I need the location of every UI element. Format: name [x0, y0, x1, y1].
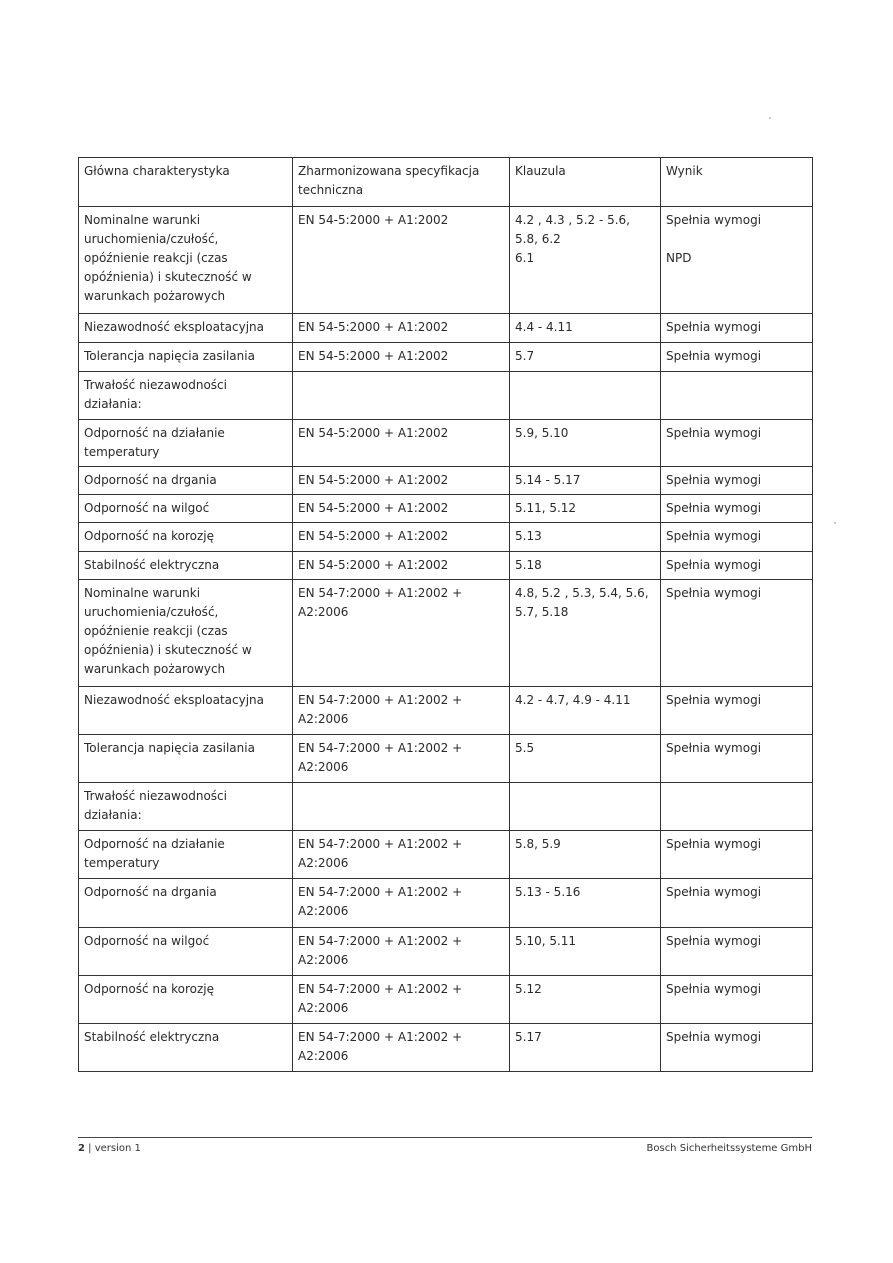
characteristic-cell: Tolerancja napięcia zasilania [79, 735, 293, 783]
spec-cell: EN 54-7:2000 + A1:2002 + A2:2006 [293, 580, 510, 687]
result-line: Spełnia wymogi [666, 213, 762, 227]
characteristic-cell: Odporność na wilgoć [79, 495, 293, 523]
table-row [79, 783, 813, 831]
result-cell: Spełnia wymogi [661, 879, 813, 928]
result-cell: Spełnia wymogi [661, 831, 813, 879]
clause-line: 4.2 , 4.3 , 5.2 - 5.6, 5.8, 6.2 [515, 213, 630, 246]
footer-page-info [78, 1143, 141, 1154]
characteristics-table [78, 157, 813, 1072]
spec-cell: EN 54-7:2000 + A1:2002 + A2:2006 [293, 976, 510, 1024]
result-line: NPD [666, 251, 692, 265]
table-row [79, 976, 813, 1024]
characteristic-cell: Stabilność elektryczna [79, 1024, 293, 1072]
spec-cell: EN 54-5:2000 + A1:2002 [293, 420, 510, 467]
company-name: Bosch Sicherheitssysteme GmbH [646, 1143, 812, 1154]
result-cell [661, 783, 813, 831]
spec-cell: EN 54-5:2000 + A1:2002 [293, 314, 510, 343]
clause-cell [510, 207, 661, 314]
characteristic-cell: Odporność na drgania [79, 879, 293, 928]
spec-cell: EN 54-7:2000 + A1:2002 + A2:2006 [293, 735, 510, 783]
scan-speck [769, 117, 771, 119]
table-row [79, 343, 813, 372]
clause-cell: 4.2 - 4.7, 4.9 - 4.11 [510, 687, 661, 735]
spec-cell: EN 54-5:2000 + A1:2002 [293, 495, 510, 523]
clause-cell: 5.14 - 5.17 [510, 467, 661, 495]
clause-cell: 4.8, 5.2 , 5.3, 5.4, 5.6, 5.7, 5.18 [510, 580, 661, 687]
characteristic-cell: Odporność na działanie temperatury [79, 831, 293, 879]
clause-cell: 5.9, 5.10 [510, 420, 661, 467]
clause-cell: 5.18 [510, 552, 661, 580]
characteristic-cell: Trwałość niezawodności działania: [79, 372, 293, 420]
spec-cell: EN 54-5:2000 + A1:2002 [293, 207, 510, 314]
characteristic-cell: Stabilność elektryczna [79, 552, 293, 580]
result-cell: Spełnia wymogi [661, 495, 813, 523]
result-cell: Spełnia wymogi [661, 343, 813, 372]
clause-cell: 5.13 [510, 523, 661, 552]
header-characteristic: Główna charakterystyka [79, 158, 293, 207]
characteristic-cell: Odporność na drgania [79, 467, 293, 495]
spec-cell: EN 54-7:2000 + A1:2002 + A2:2006 [293, 1024, 510, 1072]
clause-cell: 5.17 [510, 1024, 661, 1072]
table-row [79, 1024, 813, 1072]
clause-cell: 5.7 [510, 343, 661, 372]
spec-cell [293, 783, 510, 831]
spec-cell: EN 54-5:2000 + A1:2002 [293, 343, 510, 372]
table-row [79, 314, 813, 343]
result-cell: Spełnia wymogi [661, 552, 813, 580]
characteristic-cell: Nominalne warunki uruchomienia/czułość, opóźnienie reakcji (czas opóźnienia) i skuteczność w warunkach pożarowych [79, 580, 293, 687]
table-row [79, 552, 813, 580]
result-cell [661, 207, 813, 314]
clause-cell: 5.10, 5.11 [510, 928, 661, 976]
clause-cell: 5.5 [510, 735, 661, 783]
clause-line: 6.1 [515, 251, 535, 265]
table-row [79, 831, 813, 879]
spec-cell: EN 54-5:2000 + A1:2002 [293, 467, 510, 495]
clause-cell: 5.11, 5.12 [510, 495, 661, 523]
table-row [79, 420, 813, 467]
result-cell: Spełnia wymogi [661, 523, 813, 552]
characteristic-cell: Odporność na korozję [79, 523, 293, 552]
scan-speck [834, 522, 836, 524]
table-row [79, 207, 813, 314]
characteristic-cell: Niezawodność eksploatacyjna [79, 687, 293, 735]
spec-cell: EN 54-7:2000 + A1:2002 + A2:2006 [293, 928, 510, 976]
version-label: | version 1 [88, 1143, 141, 1154]
characteristic-cell: Odporność na wilgoć [79, 928, 293, 976]
spec-cell: EN 54-7:2000 + A1:2002 + A2:2006 [293, 831, 510, 879]
spec-cell: EN 54-7:2000 + A1:2002 + A2:2006 [293, 879, 510, 928]
clause-cell: 5.12 [510, 976, 661, 1024]
result-cell: Spełnia wymogi [661, 928, 813, 976]
header-clause: Klauzula [510, 158, 661, 207]
clause-cell [510, 783, 661, 831]
table-row [79, 467, 813, 495]
result-cell: Spełnia wymogi [661, 1024, 813, 1072]
clause-cell: 5.8, 5.9 [510, 831, 661, 879]
table-row [79, 580, 813, 687]
spec-cell: EN 54-7:2000 + A1:2002 + A2:2006 [293, 687, 510, 735]
characteristic-cell: Niezawodność eksploatacyjna [79, 314, 293, 343]
table-row [79, 928, 813, 976]
table-header-row [79, 158, 813, 207]
table-row [79, 495, 813, 523]
clause-cell: 4.4 - 4.11 [510, 314, 661, 343]
clause-cell [510, 372, 661, 420]
result-cell: Spełnia wymogi [661, 976, 813, 1024]
spec-cell: EN 54-5:2000 + A1:2002 [293, 552, 510, 580]
result-cell: Spełnia wymogi [661, 687, 813, 735]
table-row [79, 735, 813, 783]
spec-cell [293, 372, 510, 420]
clause-cell: 5.13 - 5.16 [510, 879, 661, 928]
result-cell: Spełnia wymogi [661, 420, 813, 467]
header-result: Wynik [661, 158, 813, 207]
result-cell: Spełnia wymogi [661, 314, 813, 343]
characteristic-cell: Trwałość niezawodności działania: [79, 783, 293, 831]
table-row [79, 879, 813, 928]
result-cell: Spełnia wymogi [661, 735, 813, 783]
characteristic-cell: Odporność na działanie temperatury [79, 420, 293, 467]
result-cell: Spełnia wymogi [661, 467, 813, 495]
footer-divider [78, 1137, 812, 1138]
table-row [79, 687, 813, 735]
header-spec: Zharmonizowana specyfikacja techniczna [293, 158, 510, 207]
characteristic-cell: Odporność na korozję [79, 976, 293, 1024]
spec-cell: EN 54-5:2000 + A1:2002 [293, 523, 510, 552]
characteristic-cell: Tolerancja napięcia zasilania [79, 343, 293, 372]
page-number: 2 [78, 1143, 85, 1154]
table-row [79, 372, 813, 420]
table-row [79, 523, 813, 552]
result-cell [661, 372, 813, 420]
characteristic-cell: Nominalne warunki uruchomienia/czułość, opóźnienie reakcji (czas opóźnienia) i skuteczność w warunkach pożarowych [79, 207, 293, 314]
result-cell: Spełnia wymogi [661, 580, 813, 687]
